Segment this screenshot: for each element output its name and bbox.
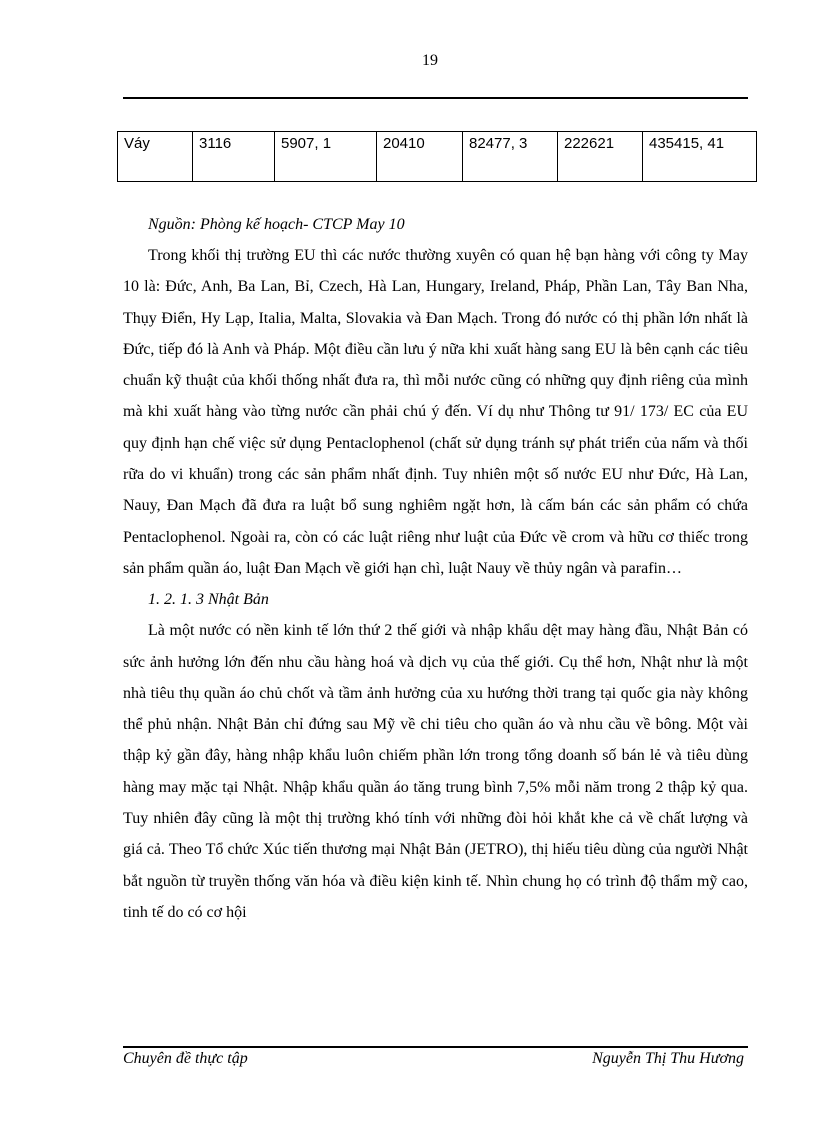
paragraph: Là một nước có nền kinh tế lớn thứ 2 thế giới và nhập khẩu dệt may hàng đầu, Nhật Bản có sức ảnh hưởng lớn đến nhu cầu hàng hoá và dịch vụ của thế giới. Cụ thể hơn, Nhật như là một nhà tiêu thụ quần áo chủ chốt và tầm ảnh hưởng của xu hướng thời trang tại quốc gia này không thể phủ nhận. Nhật Bản chỉ đứng sau Mỹ về chi tiêu cho quần áo và nhu cầu về bông. Một vài thập kỷ gần đây, hàng nhập khẩu luôn chiếm phần lớn trong tổng doanh số bán lẻ và tiêu dùng hàng may mặc tại Nhật. Nhập khẩu quần áo tăng trung bình 7,5% mỗi năm trong 2 thập kỷ qua. Tuy nhiên đây cũng là một thị trường khó tính với những đòi hỏi khắt khe cả về chất lượng và giá cả. Theo Tổ chức Xúc tiến thương mại Nhật Bản (JETRO), thị hiếu tiêu dùng của người Nhật bắt nguồn từ truyền thống văn hóa và điều kiện kinh tế. Nhìn chung họ có trình độ thẩm mỹ cao, tinh tế do có cơ hội (123, 622, 748, 921)
table-cell: 222621 (558, 132, 643, 182)
header-rule (123, 97, 748, 99)
table-cell: Váy (118, 132, 193, 182)
footer-rule (123, 1046, 748, 1048)
source-note: Nguồn: Phòng kế hoạch- CTCP May 10 (148, 216, 405, 233)
table-cell: 3116 (193, 132, 275, 182)
table-cell: 5907, 1 (275, 132, 377, 182)
page-number: 19 (422, 52, 438, 69)
table-cell: 20410 (377, 132, 463, 182)
table-row (118, 132, 757, 182)
section-heading: 1. 2. 1. 3 Nhật Bản (148, 591, 269, 609)
paragraph: Trong khối thị trường EU thì các nước thường xuyên có quan hệ bạn hàng với công ty May 10 là: Đức, Anh, Ba Lan, Bỉ, Czech, Hà Lan, Hungary, Ireland, Pháp, Phần Lan, Tây Ban Nha, Thụy Điển, Hy Lạp, Italia, Malta, Slovakia và Đan Mạch. Trong đó nước có thị phần lớn nhất là Đức, tiếp đó là Anh và Pháp. Một điều cần lưu ý nữa khi xuất hàng sang EU là bên cạnh các tiêu chuẩn kỹ thuật của khối thống nhất đưa ra, thì mỗi nước cũng có những quy định riêng của mình mà khi xuất hàng vào từng nước cần phải chú ý đến. Ví dụ như Thông tư 91/ 173/ EC của EU quy định hạn chế việc sử dụng Pentaclophenol (chất sử dụng tránh sự phát triển của nấm và thối rữa do vi khuẩn) trong các sản phẩm nhất định. Tuy nhiên một số nước EU như Đức, Hà Lan, Nauy, Đan Mạch đã đưa ra luật bổ sung nghiêm ngặt hơn, là cấm bán các sản phẩm có chứa Pentaclophenol. Ngoài ra, còn có các luật riêng như luật của Đức về crom và hữu cơ thiếc trong sản phẩm quần áo, luật Đan Mạch về giới hạn chì, luật Nauy về thủy ngân và parafin… (123, 247, 748, 577)
table-cell: 435415, 41 (643, 132, 757, 182)
body-text (123, 209, 748, 928)
data-table (117, 131, 757, 182)
footer-right: Nguyễn Thị Thu Hương (592, 1050, 744, 1067)
footer-left: Chuyên đề thực tập (123, 1050, 248, 1067)
table-cell: 82477, 3 (463, 132, 558, 182)
